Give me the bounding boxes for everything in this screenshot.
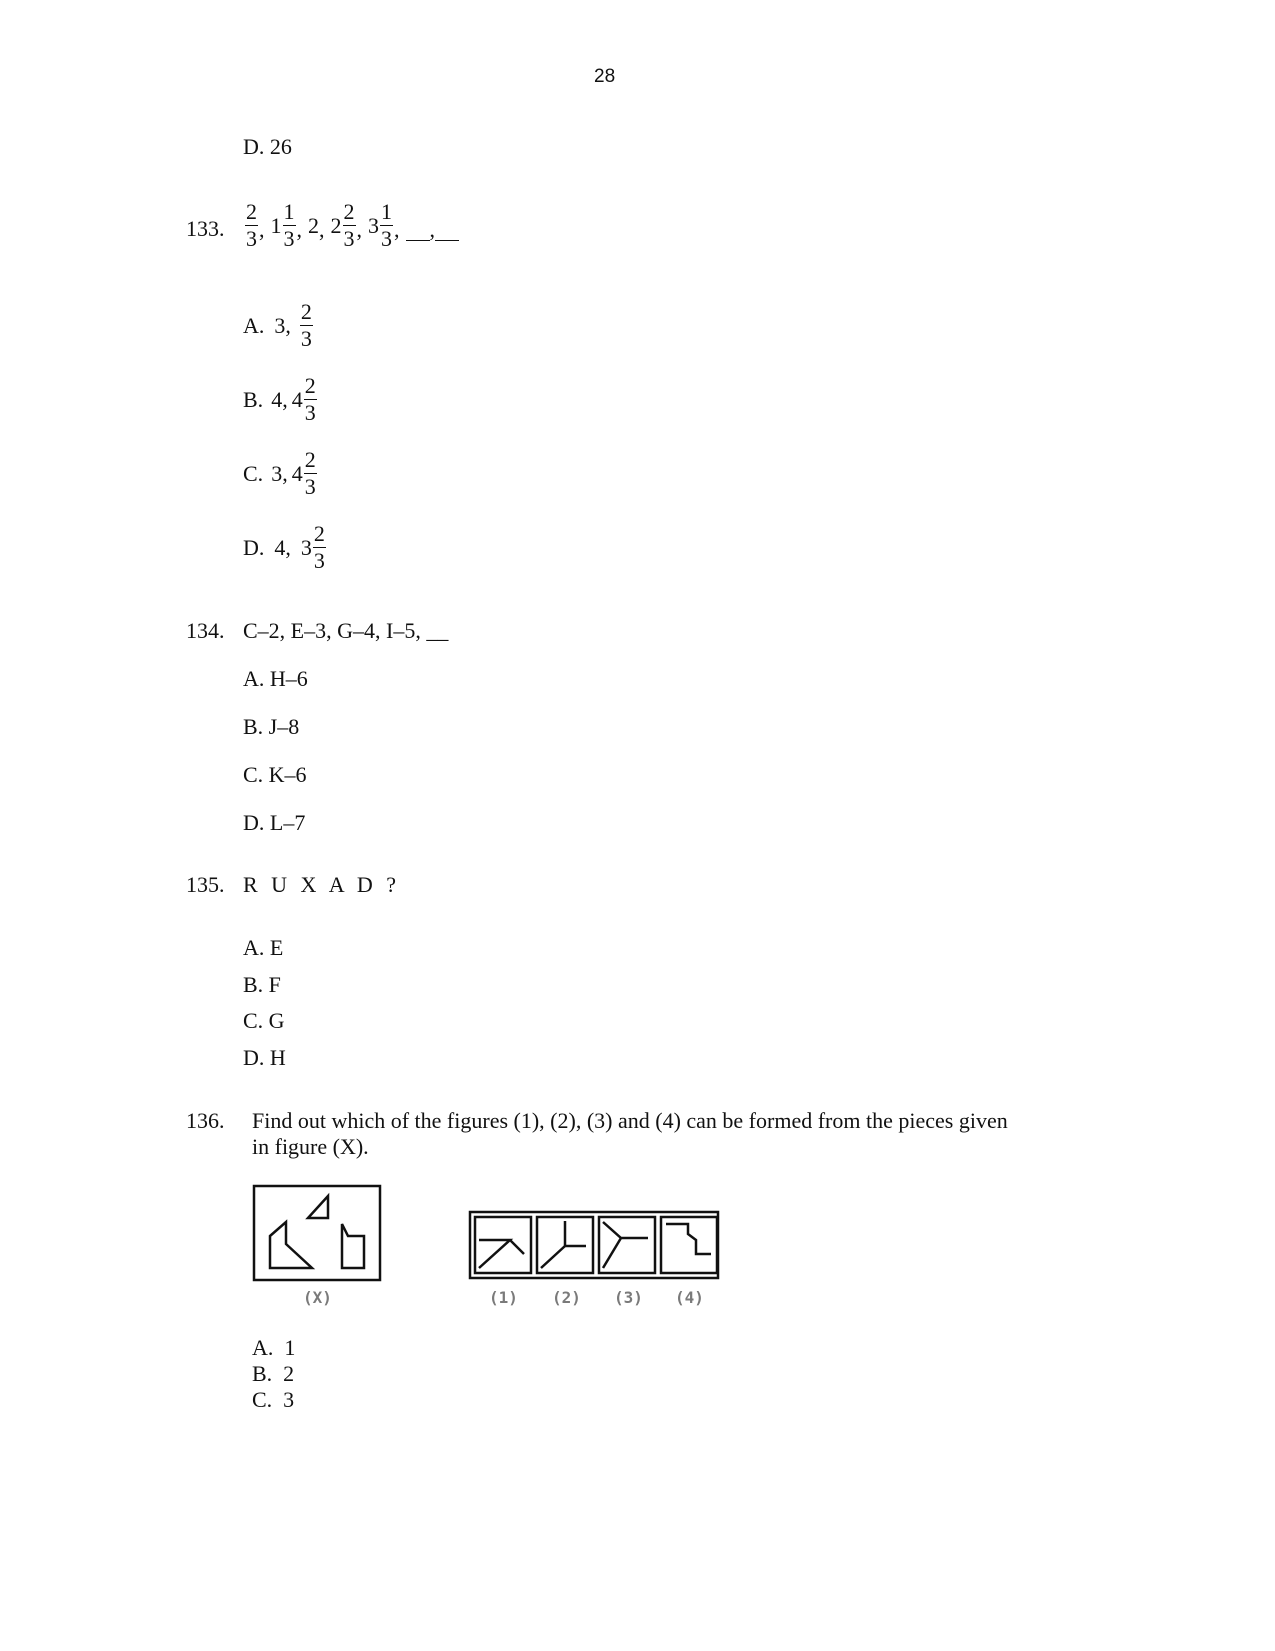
option-whole: 4 [291, 460, 303, 486]
q134-option-b[interactable]: B. J–8 [243, 714, 300, 739]
fraction-denominator: 3 [304, 474, 316, 499]
sequence-term [308, 209, 325, 243]
option-fraction [313, 522, 326, 573]
term-whole: 2 [308, 212, 319, 238]
fraction-numerator: 2 [300, 299, 312, 324]
figure-3-lines [603, 1222, 648, 1238]
option-label: C. [243, 460, 264, 486]
q136-text-line1: Find out which of the figures (1), (2), (3) and (4) can be formed from the pieces given [252, 1108, 1008, 1133]
option-first: 3, [271, 460, 288, 486]
sequence-term [244, 200, 265, 251]
q135-option-c[interactable]: C. G [243, 1008, 285, 1033]
option-fraction [304, 374, 317, 425]
figure-1-lines [479, 1240, 510, 1268]
option-first: 4, [271, 386, 288, 412]
figure-x [252, 1184, 384, 1284]
fraction-numerator: 2 [304, 373, 316, 398]
term-fraction [283, 200, 296, 251]
figure-3 [599, 1217, 655, 1273]
q133-option-a[interactable] [243, 300, 314, 351]
fraction-numerator: 2 [313, 521, 325, 546]
figure-1-caption: (1) [489, 1288, 518, 1307]
q134-text: C–2, E–3, G–4, I–5, __ [243, 618, 449, 643]
q135-number: 135. [186, 872, 225, 897]
q133-number: 133. [186, 216, 225, 241]
figure-4 [661, 1217, 717, 1273]
figure-4-caption: (4) [675, 1288, 704, 1307]
figure-3-line [603, 1238, 621, 1268]
option-fraction [304, 448, 317, 499]
fraction-denominator: 3 [343, 226, 355, 251]
fraction-denominator: 3 [304, 400, 316, 425]
trapezoid-piece [342, 1224, 364, 1268]
sequence-term [368, 200, 400, 251]
q135-option-b[interactable]: B. F [243, 972, 281, 997]
q134-option-c[interactable]: C. K–6 [243, 762, 307, 787]
term-whole: 3 [368, 212, 379, 238]
sequence-term [331, 200, 363, 251]
term-fraction [380, 200, 393, 251]
q133-option-c[interactable] [243, 448, 318, 499]
q133-option-d[interactable] [243, 522, 327, 573]
term-separator: , [356, 216, 362, 242]
option-fraction [300, 300, 313, 351]
triangle-piece [308, 1196, 328, 1218]
figures-1-4 [468, 1210, 722, 1282]
q136-text-line2: in figure (X). [252, 1134, 369, 1159]
term-whole: 2 [330, 212, 342, 238]
sequence-term [271, 200, 303, 251]
figure-2-lines [565, 1221, 586, 1246]
term-fraction [245, 200, 258, 251]
figure-2 [537, 1217, 593, 1273]
pentagon-piece [270, 1222, 312, 1268]
q135-option-a[interactable]: A. E [243, 935, 284, 960]
option-label: B. [243, 386, 264, 412]
q134-option-a[interactable]: A. H–6 [243, 666, 308, 691]
fraction-numerator: 2 [343, 199, 355, 224]
option-first: 3, [274, 312, 291, 338]
option-first: 4, [274, 534, 291, 560]
q133-sequence [244, 200, 459, 251]
option-label: A. [243, 312, 265, 338]
term-separator: , [394, 216, 400, 242]
q136-option-b[interactable]: B. 2 [252, 1361, 295, 1386]
page-number: 28 [594, 66, 616, 87]
figure-x-caption: (X) [303, 1288, 332, 1307]
q136-option-c[interactable]: C. 3 [252, 1387, 295, 1412]
term-fraction [343, 200, 356, 251]
fraction-denominator: 3 [300, 326, 312, 351]
option-label: D. [243, 534, 265, 560]
fraction-numerator: 1 [381, 199, 392, 224]
figure-2-line [541, 1246, 565, 1268]
q136-number: 136. [186, 1108, 225, 1133]
fraction-denominator: 3 [381, 226, 392, 251]
q134-number: 134. [186, 618, 225, 643]
q135-text: R U X A D ? [243, 872, 397, 897]
q134-option-d[interactable]: D. L–7 [243, 810, 306, 835]
option-whole: 4 [291, 386, 303, 412]
prev-option-d: D. 26 [243, 134, 292, 159]
q136-option-a[interactable]: A. 1 [252, 1335, 296, 1360]
fraction-numerator: 2 [246, 199, 257, 224]
term-separator: , [319, 216, 325, 242]
figure-1-line [510, 1240, 524, 1254]
figure-4-lines [666, 1224, 711, 1254]
fraction-denominator: 3 [283, 226, 295, 251]
figure-1 [475, 1217, 531, 1273]
fraction-numerator: 1 [283, 199, 295, 224]
term-separator: , [259, 216, 265, 242]
term-whole: 1 [270, 212, 282, 238]
blank-separator: , [429, 216, 435, 242]
fraction-denominator: 3 [313, 548, 325, 573]
answer-blank-2 [435, 224, 459, 241]
q135-option-d[interactable]: D. H [243, 1045, 286, 1070]
fraction-denominator: 3 [246, 226, 257, 251]
figure-3-caption: (3) [614, 1288, 643, 1307]
option-whole: 3 [300, 534, 312, 560]
answer-blank-1 [406, 224, 430, 241]
fraction-numerator: 2 [304, 447, 316, 472]
figure-2-caption: (2) [552, 1288, 581, 1307]
term-separator: , [296, 216, 302, 242]
q133-option-b[interactable] [243, 374, 318, 425]
